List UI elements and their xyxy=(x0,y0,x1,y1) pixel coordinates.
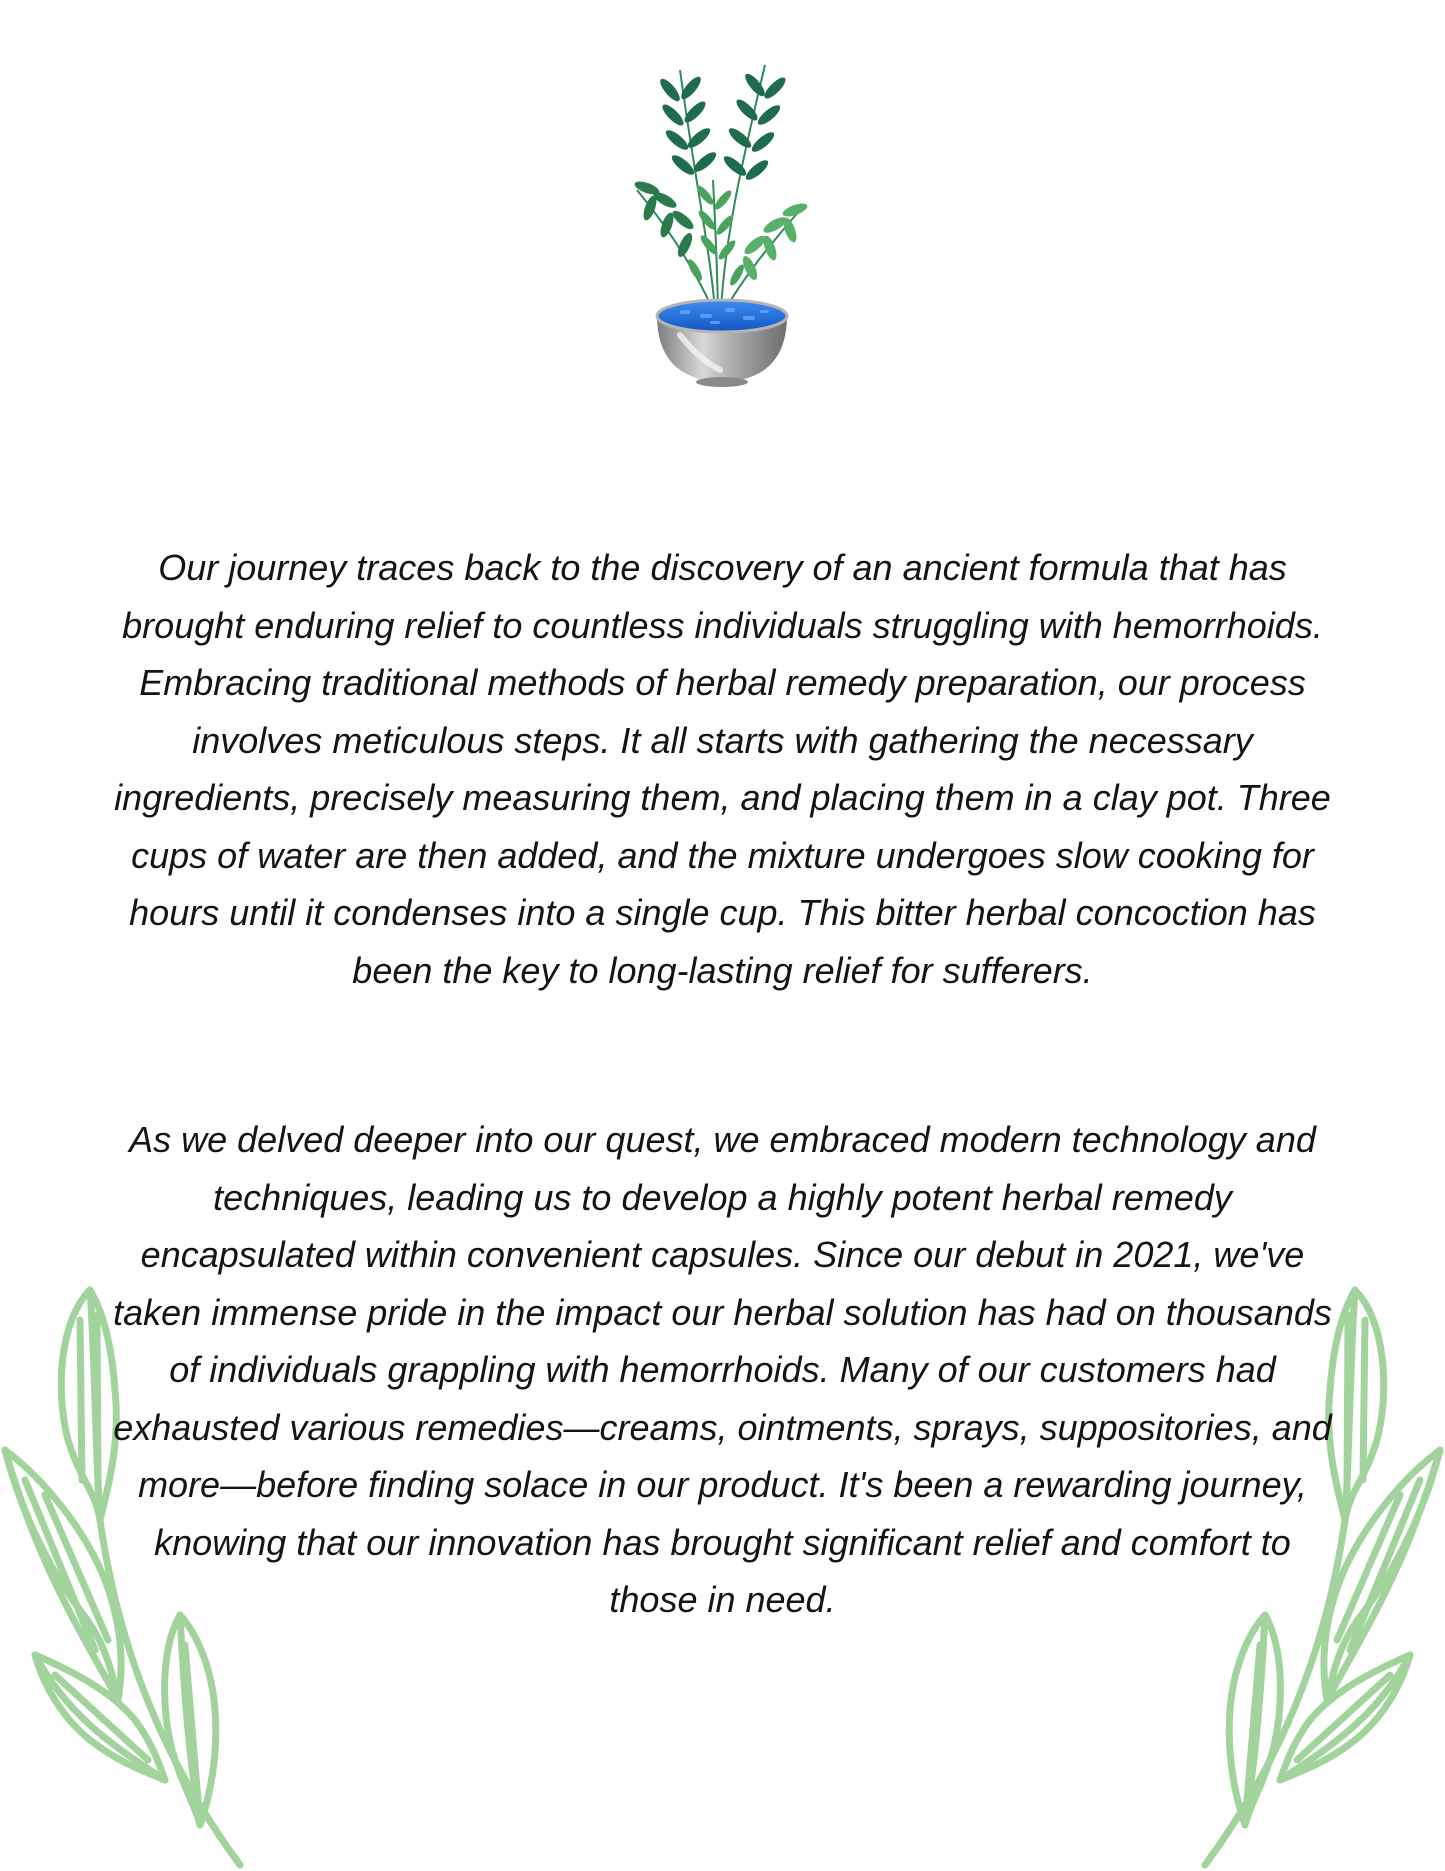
paragraph-origin: Our journey traces back to the discovery of an ancient formula that has brought enduring relief to countless individuals struggling with hemorrhoids. Embracing traditional methods of herbal remedy preparation, our process involves meticulous steps. It all starts with gathering the necessary ingredients, precisely measuring them, and placing them in a clay pot. Three cups of water are then added, and the mixture undergoes slow cooking for hours until it condenses into a single cup. This bitter herbal concoction has been the key to long-lasting relief for sufferers. xyxy=(114,547,1331,991)
paragraph-modern: As we delved deeper into our quest, we embraced modern technology and techniques, leading us to develop a highly potent herbal remedy encapsulated within convenient capsules. Since our debut in 2021, we've taken immense pride in the impact our herbal solution has had on thousands of individuals grappling with hemorrhoids. Many of our customers had exhausted various remedies—creams, ointments, sprays, suppositories, and more—before finding solace in our product. It's been a rewarding journey, knowing that our innovation has brought significant relief and comfort to those in need. xyxy=(113,1119,1332,1620)
potted-herb-plant-icon xyxy=(625,60,820,390)
